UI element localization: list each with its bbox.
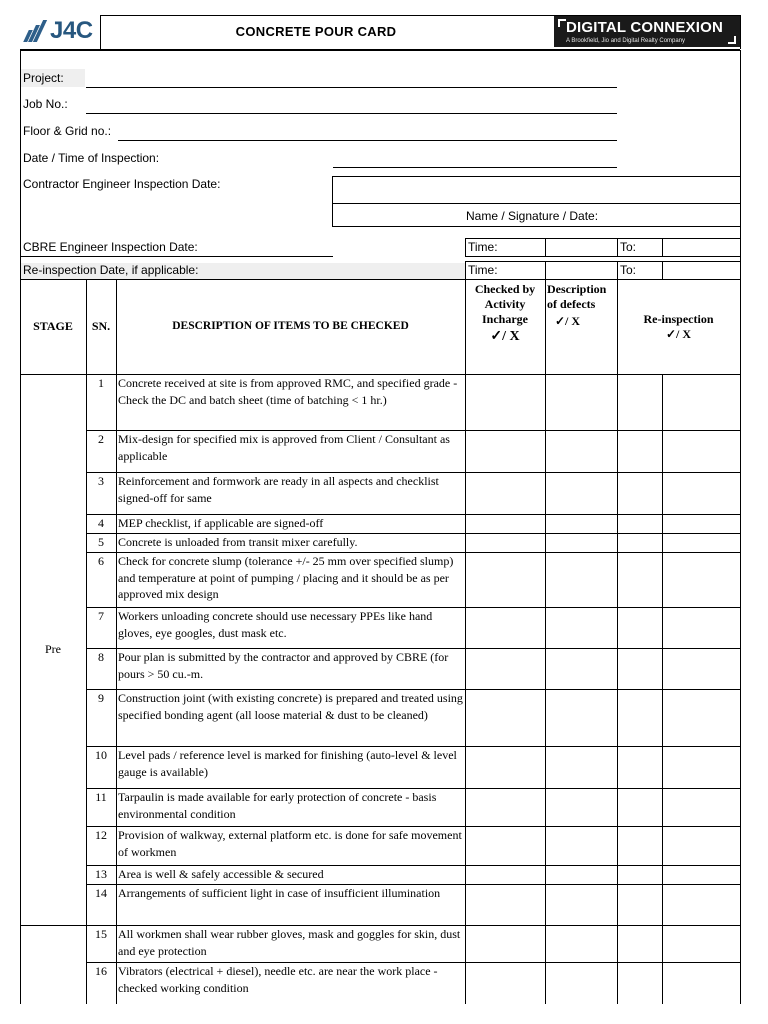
checked-by-cell[interactable] — [466, 649, 545, 688]
row-sn: 4 — [98, 516, 104, 530]
reinspection-cell[interactable] — [663, 608, 740, 647]
row-divider — [86, 884, 740, 885]
cbre-to-field[interactable] — [663, 239, 739, 255]
row-sn: 9 — [98, 691, 104, 705]
reinspection-cell[interactable] — [618, 375, 662, 429]
j4c-logo — [22, 16, 93, 46]
checked-by-cell[interactable] — [466, 608, 545, 647]
row-divider — [86, 648, 740, 649]
reinspection-cell[interactable] — [618, 515, 662, 532]
defects-cell[interactable] — [546, 690, 617, 745]
floor-grid-label: Floor & Grid no.: — [23, 124, 112, 138]
digital-connexion-tagline: A Brookfield, Jio and Digital Realty Company — [566, 38, 686, 44]
reinspection-cell[interactable] — [663, 534, 740, 551]
checked-by-cell[interactable] — [466, 926, 545, 961]
checked-by-cell[interactable] — [466, 885, 545, 924]
row-divider — [86, 607, 740, 608]
defects-cell[interactable] — [546, 963, 617, 1003]
reinspection-cell[interactable] — [618, 473, 662, 513]
project-label: Project: — [23, 71, 64, 85]
reinspection-to-field[interactable] — [663, 262, 739, 278]
reinspection-cell[interactable] — [663, 515, 740, 532]
reinspection-cell[interactable] — [618, 608, 662, 647]
row-divider — [86, 552, 740, 553]
row-description: Concrete is unloaded from transit mixer carefully. — [118, 535, 358, 549]
row-sn: 15 — [95, 927, 107, 941]
defects-cell[interactable] — [546, 608, 617, 647]
defects-cell[interactable] — [546, 375, 617, 429]
row-description: Tarpaulin is made available for early protection of concrete - basis environmental condition — [118, 790, 437, 821]
row-divider — [86, 472, 740, 473]
col-sn-header: SN. — [91, 319, 111, 333]
reinspection-cell[interactable] — [663, 375, 740, 429]
reinspection-cell[interactable] — [618, 885, 662, 924]
bracket-icon — [728, 36, 736, 44]
name-signature-label: Name / Signature / Date: — [466, 209, 599, 223]
reinspection-cell[interactable] — [618, 827, 662, 864]
checked-by-cell[interactable] — [466, 963, 545, 1003]
reinspection-cell[interactable] — [663, 926, 740, 961]
checked-by-cell[interactable] — [466, 789, 545, 825]
checked-by-cell[interactable] — [466, 690, 545, 745]
row-divider — [86, 788, 740, 789]
col-defects-header: Description of defects ✓/ X — [547, 282, 607, 328]
col-reinspection-header: Re-inspection ✓/ X — [643, 312, 714, 341]
defects-cell[interactable] — [546, 534, 617, 551]
reinspection-cell[interactable] — [663, 827, 740, 864]
checked-by-cell[interactable] — [466, 375, 545, 429]
row-divider — [86, 962, 740, 963]
checked-by-cell[interactable] — [466, 515, 545, 532]
cbre-engineer-label: CBRE Engineer Inspection Date: — [23, 240, 198, 254]
row-divider — [86, 514, 740, 515]
bracket-icon — [558, 19, 566, 27]
row-sn: 16 — [95, 964, 107, 978]
j4c-logo-icon — [22, 20, 48, 42]
row-sn: 10 — [95, 748, 107, 762]
row-divider — [86, 746, 740, 747]
row-description: MEP checklist, if applicable are signed-off — [118, 516, 324, 530]
row-description: Workers unloading concrete should use necessary PPEs like hand gloves, eye googles, dust mask etc. — [118, 609, 433, 640]
row-divider — [86, 430, 740, 431]
row-description: Provision of walkway, external platform etc. is done for safe movement of workmen — [118, 828, 462, 859]
row-description: Pour plan is submitted by the contractor and approved by CBRE (for pours > 50 cu.-m. — [118, 650, 449, 681]
checked-by-cell[interactable] — [466, 534, 545, 551]
page-title: CONCRETE POUR CARD — [235, 24, 397, 39]
row-sn: 2 — [98, 432, 104, 446]
row-description: Area is well & safely accessible & secured — [118, 867, 324, 881]
row-sn: 14 — [95, 886, 107, 900]
date-time-label: Date / Time of Inspection: — [23, 151, 160, 165]
reinspection-cell[interactable] — [618, 534, 662, 551]
checked-by-cell[interactable] — [466, 747, 545, 787]
reinspection-cell[interactable] — [663, 866, 740, 883]
defects-cell[interactable] — [546, 747, 617, 787]
reinspection-cell[interactable] — [618, 553, 662, 606]
row-description: Mix-design for specified mix is approved from Client / Consultant as applicable — [118, 432, 450, 463]
row-divider — [86, 689, 740, 690]
row-description: Check for concrete slump (tolerance +/- 25 mm over specified slump) and temperature at point of pumping / placing and it should be as per approved mix design — [118, 554, 454, 601]
reinspection-to-label: To: — [620, 263, 637, 277]
row-sn: 7 — [98, 609, 104, 623]
defects-cell[interactable] — [546, 866, 617, 883]
job-no-label: Job No.: — [23, 97, 68, 111]
row-sn: 8 — [98, 650, 104, 664]
row-sn: 6 — [98, 554, 104, 568]
reinspection-cell[interactable] — [663, 553, 740, 606]
row-sn: 5 — [98, 535, 104, 549]
reinspection-time-field[interactable] — [546, 262, 616, 278]
contractor-engineer-field[interactable] — [332, 176, 740, 204]
reinspection-cell[interactable] — [663, 963, 740, 1003]
defects-cell[interactable] — [546, 885, 617, 924]
row-sn: 1 — [98, 376, 104, 390]
stage-pre-label: Pre — [45, 642, 61, 656]
row-sn: 13 — [95, 867, 107, 881]
job-no-field[interactable] — [86, 113, 617, 114]
row-sn: 11 — [95, 790, 107, 804]
row-description: Construction joint (with existing concrete) is prepared and treated using specified bonding agent (all loose material & dust to be cleaned) — [118, 691, 463, 722]
defects-cell[interactable] — [546, 649, 617, 688]
reinspection-cell[interactable] — [663, 649, 740, 688]
project-field[interactable] — [86, 87, 617, 88]
reinspection-cell[interactable] — [663, 789, 740, 825]
reinspection-date-label: Re-inspection Date, if applicable: — [23, 263, 199, 277]
reinspection-cell[interactable] — [618, 789, 662, 825]
col-checked-header: Checked by Activity Incharge ✓/ X — [474, 282, 536, 344]
defects-cell[interactable] — [546, 553, 617, 606]
checked-by-cell[interactable] — [466, 473, 545, 513]
row-description: Concrete received at site is from approved RMC, and specified grade - Check the DC and batch sheet (time of batching < 1 hr.) — [118, 376, 458, 407]
defects-cell[interactable] — [546, 431, 617, 471]
checked-by-cell[interactable] — [466, 827, 545, 864]
row-divider — [86, 865, 740, 866]
reinspection-cell[interactable] — [663, 885, 740, 924]
reinspection-cell[interactable] — [618, 649, 662, 688]
row-description: All workmen shall wear rubber gloves, mask and goggles for skin, dust and eye protection — [118, 927, 461, 958]
row-divider — [20, 925, 740, 926]
j4c-logo-text: J4C — [50, 17, 93, 44]
checked-by-cell[interactable] — [466, 431, 545, 471]
row-description: Level pads / reference level is marked for finishing (auto-level & level gauge is available) — [118, 748, 457, 779]
defects-cell[interactable] — [546, 827, 617, 864]
digital-connexion-logo-text: DIGITAL CONNEXION — [566, 19, 724, 36]
reinspection-cell[interactable] — [618, 690, 662, 745]
reinspection-cell[interactable] — [663, 747, 740, 787]
reinspection-cell[interactable] — [618, 926, 662, 961]
reinspection-cell[interactable] — [618, 747, 662, 787]
row-divider — [86, 826, 740, 827]
row-divider — [86, 533, 740, 534]
col-description-header: DESCRIPTION OF ITEMS TO BE CHECKED — [172, 320, 409, 332]
checked-by-cell[interactable] — [466, 553, 545, 606]
reinspection-cell[interactable] — [618, 866, 662, 883]
defects-cell[interactable] — [546, 789, 617, 825]
defects-cell[interactable] — [546, 926, 617, 961]
reinspection-cell[interactable] — [663, 473, 740, 513]
reinspection-time-label: Time: — [468, 263, 498, 277]
reinspection-cell[interactable] — [618, 431, 662, 471]
row-description: Arrangements of sufficient light in case of insufficient illumination — [118, 886, 441, 900]
cbre-time-field[interactable] — [546, 239, 616, 255]
defects-cell[interactable] — [546, 515, 617, 532]
col-stage-header: STAGE — [33, 319, 73, 333]
reinspection-cell[interactable] — [663, 690, 740, 745]
contractor-engineer-label: Contractor Engineer Inspection Date: — [23, 177, 221, 191]
cbre-to-label: To: — [620, 240, 637, 254]
reinspection-cell[interactable] — [618, 963, 662, 1003]
digital-connexion-logo — [554, 16, 740, 47]
row-description: Vibrators (electrical + diesel), needle etc. are near the work place - checked working condition — [118, 964, 438, 995]
row-description: Reinforcement and formwork are ready in all aspects and checklist signed-off for same — [118, 474, 439, 505]
floor-grid-field[interactable] — [118, 140, 617, 141]
row-sn: 3 — [98, 474, 104, 488]
row-sn: 12 — [95, 828, 107, 842]
checked-by-cell[interactable] — [466, 866, 545, 883]
cbre-time-label: Time: — [468, 240, 498, 254]
reinspection-cell[interactable] — [663, 431, 740, 471]
date-time-field[interactable] — [333, 167, 617, 168]
defects-cell[interactable] — [546, 473, 617, 513]
